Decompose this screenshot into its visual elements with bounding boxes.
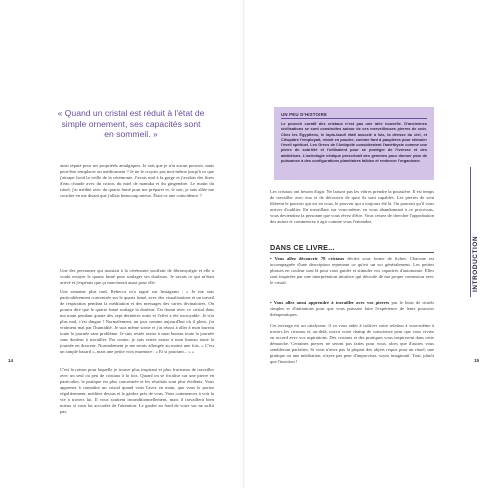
- sidebar-title: UN PEU D'HISTOIRE: [281, 112, 328, 117]
- chapter-side-tab-label: INTRODUCTION: [472, 235, 479, 292]
- section-heading: DANS CE LIVRE...: [270, 243, 335, 252]
- left-body-text-3: [60, 367, 214, 418]
- right-body-intro: [270, 189, 434, 228]
- left-body-text-1: [60, 163, 214, 202]
- sidebar-divider: [281, 118, 427, 119]
- pull-quote: « Quand un cristal est réduit à l'état de simple ornement, ses capacités sont en sommeil. »: [57, 108, 205, 140]
- bullet-item-2: [270, 300, 434, 321]
- paragraph: C'est la raison pour laquelle je trouve plus inspirant et plus fructueux de travailler avec un seul ou peu de cristaux à la fois. Quand on se focalise sur une pierre en particulier, la pratique est plus concentrée et les résultats sont plus évidents. Vous apprenez à connaître un cristal quand vous l'avez en main, que vous le portez régulièrement, méditez dessus et le gardez près de vous. Vous commencez à voir la vie à travers lui. Il vous soutient inconditionnellement, mais il travaillera bien mieux si vous lui accordez de l'attention. Le garder au fond de votre sac ne suffit pas.: [60, 367, 214, 414]
- paragraph: ainsi réputé pour ses propriétés antalgiques. Je sais que je n'ai aucun pouvoir, mais peut-être remplacer un médicament ? Je ne le croyais pas moi-même jusqu'à ce que j'attrape froid la veille de la cérémonie. J'avais mal à la gorge et j'avalais des litres d'eau chaude avec du citron, du miel de manuka et du gingembre. Le matin du rituel, j'ai médité avec du quartz fumé pour me préparer et, le soir, je suis allée me coucher en me disant que j'allais beaucoup mieux. Était-ce une coïncidence ?: [60, 163, 214, 198]
- paragraph: Une semaine plus tard, Rebecca m'a tagué sur Instagram : « Je me suis particulièrement concentrée sur le quartz fumé, avec des visualisations et un travail de respiration pendant la méditation et des messages des cartes divinatoires. On pourra dire que le quartz fumé soulage la douleur. J'ai dormi avec ce cristal dans ma main pendant quatre des sept dernières nuits et l'effet a été incroyable. Je n'ai plus mal, c'est dingue ! Normalement, un jour comme aujourd'hui où il pleut, j'ai vraiment mal par l'humidité. Je suis même sortie et j'ai réussi à aller à mon bureau toute la journée sans problème. Je suis restée assise à mon bureau toute la journée sans douleur à travailler. Par contre, je suis restée assise à mon bureau toute la journée en douceur. Normalement je me serais allongée au moins une fois. « C'est un simple hasard », mais une petite voix murmure : « Et si pourtant... » »: [60, 289, 214, 354]
- bullet-lead: • Vous allez aussi apprendre à travailler avec vos pierres: [270, 300, 390, 305]
- history-sidebar: [274, 107, 434, 180]
- bullet-text: par le biais de rituels simples et d'initiations pour que vous puissiez faire l'expérience de leurs pouvoirs thérapeutiques.: [270, 300, 435, 317]
- page-number-left: 14: [8, 358, 14, 363]
- bullet-lead: • Vous allez découvrir 78 cristaux: [270, 256, 345, 261]
- bullet-item-1: [270, 256, 434, 289]
- paragraph: Une des personnes qui assistait à la cérémonie souffrait de fibromyalgie et elle a voulu essayer le quartz fumé pour soulager ses douleurs. Je savais ce qui m'était arrivé et j'espérais que ça marcherait aussi pour elle.: [60, 268, 214, 285]
- page-number-right: 15: [474, 358, 480, 363]
- sidebar-text: Le pouvoir curatif des cristaux n'est pas une idée nouvelle. D'anciennes civilisations se sont construites autour de ces merveilleuses pierres de soin. Chez les Égyptiens, le lapis-lazuli était associé à Isis, la déesse du ciel, et Cléopâtre l'employait, réduit en poudre, comme fard à paupières pour stimuler l'éveil spirituel. Les Grecs de l'Antiquité considéraient l'améthyste comme une pierre de sobriété et l'utilisaient pour se protéger de l'ivresse et des addictions. L'astrologie védique prescrivait des gemmes pour donner plus de puissance à des configurations planétaires faibles et renforcer l'organisme.: [281, 121, 427, 164]
- section-divider: [270, 252, 434, 253]
- bullet-text: décrits sous forme de fiches. Chacune est accompagnée d'une description reprenant ce qu'est un soi généralement. Les petites phrases en couleur sont là pour vous guider et stimuler vos capacités d'autonomie. Elles sont inspirées par une interprétation intuitive qui découle de ma propre connexion avec le cristal.: [270, 256, 434, 285]
- left-body-text-2: [60, 268, 214, 358]
- paragraph: Cet ouvrage est un catalyseur, il va vous aider à cultiver votre relation à vous-même à travers les cristaux et, au-delà, ouvrir votre champ de conscience pour que vous viviez en accord avec vos aspirations. Des cristaux et des pratiques vous inspireront dans cette démarche. Certaines pierres ne seront pas faites pour vous, alors que d'autres vous sembleront parfaites. Si vous n'avez pas la plupart des objets requis pour un rituel, une pratique ou une méditation, n'ayez pas peur d'improviser, soyez imaginatif. Tout, plutôt que l'inaction !: [270, 323, 434, 364]
- book-gutter: [243, 0, 245, 488]
- paragraph: Les cristaux ont besoin d'agir. Ne laissez pas les vôtres prendre la poussière. Il est temps de travailler avec eux et de découvrir de quoi ils sont capables. Les pierres de soin libèrent le pouvoir qui est en vous, le pouvoir qui a toujours été là. On pourrait qu'il vous arriver d'oublier. En travaillant sur vous-même, en vous abandonnant à ce processus, vous deviendrez la personne que vous rêvez d'être. Vous cessez de chercher l'approbation des autres et commencez à agir comme vous l'entendez.: [270, 189, 434, 224]
- right-body-closing: [270, 323, 434, 368]
